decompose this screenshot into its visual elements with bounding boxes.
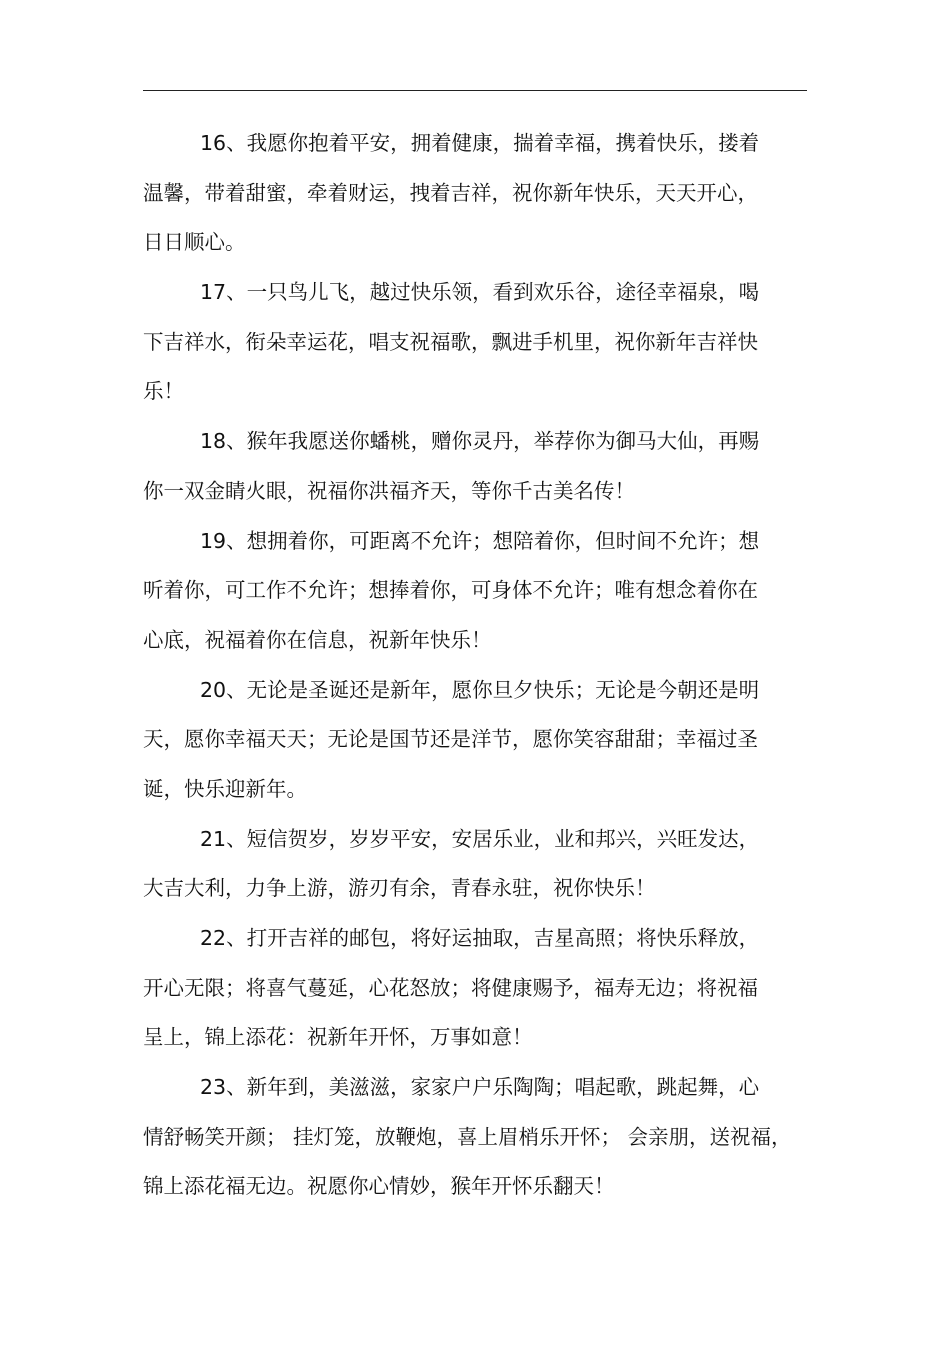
text-line: 乐！ [143, 379, 184, 404]
paragraph-18 [143, 417, 807, 516]
text-line: 诞，快乐迎新年。 [143, 776, 307, 801]
text-line: 心底，祝福着你在信息，祝新年快乐！ [143, 627, 492, 652]
text-line: 下吉祥水，衔朵幸运花，唱支祝福歌，飘进手机里，祝你新年吉祥快 [143, 329, 758, 354]
text-line: 情舒畅笑开颜； 挂灯笼，放鞭炮，喜上眉梢乐开怀； 会亲朋，送祝福， [143, 1124, 792, 1149]
text-line: 18、猴年我愿送你蟠桃，赠你灵丹，举荐你为御马大仙，再赐 [200, 429, 760, 454]
text-line: 开心无限；将喜气蔓延，心花怒放；将健康赐予，福寿无边；将祝福 [143, 975, 758, 1000]
text-line: 大吉大利，力争上游，游刃有余，青春永驻，祝你快乐！ [143, 876, 656, 901]
paragraph-23 [143, 1063, 807, 1212]
text-line: 20、无论是圣诞还是新年，愿你旦夕快乐；无论是今朝还是明 [200, 677, 760, 702]
paragraph-17 [143, 268, 807, 417]
text-line: 呈上，锦上添花：祝新年开怀，万事如意！ [143, 1025, 533, 1050]
paragraph-20 [143, 666, 807, 815]
text-line: 日日顺心。 [143, 230, 246, 255]
text-line: 16、我愿你抱着平安，拥着健康，揣着幸福，携着快乐，搂着 [200, 131, 760, 155]
text-line: 22、打开吉祥的邮包，将好运抽取，吉星高照；将快乐释放， [200, 926, 760, 950]
text-line: 23、新年到，美滋滋，家家户户乐陶陶；唱起歌，跳起舞，心 [200, 1075, 760, 1100]
text-line: 天，愿你幸福天天；无论是国节还是洋节，愿你笑容甜甜；幸福过圣 [143, 727, 758, 752]
paragraph-19 [143, 517, 807, 666]
paragraph-16 [143, 119, 807, 268]
text-line: 锦上添花福无边。祝愿你心情妙，猴年开怀乐翻天！ [143, 1174, 615, 1199]
text-line: 你一双金睛火眼，祝福你洪福齐天，等你千古美名传！ [143, 478, 635, 503]
text-line: 19、想拥着你，可距离不允许；想陪着你，但时间不允许；想 [200, 528, 760, 553]
text-line: 17、一只鸟儿飞，越过快乐领，看到欢乐谷，途径幸福泉，喝 [200, 280, 760, 305]
document-body [143, 119, 807, 1212]
header-rule [143, 90, 807, 91]
paragraph-22 [143, 914, 807, 1063]
text-line: 21、短信贺岁，岁岁平安，安居乐业，业和邦兴，兴旺发达， [200, 826, 760, 851]
text-line: 听着你，可工作不允许；想捧着你，可身体不允许；唯有想念着你在 [143, 578, 758, 603]
text-line: 温馨，带着甜蜜，牵着财运，拽着吉祥，祝你新年快乐，天天开心， [143, 180, 758, 205]
paragraph-21 [143, 815, 807, 914]
